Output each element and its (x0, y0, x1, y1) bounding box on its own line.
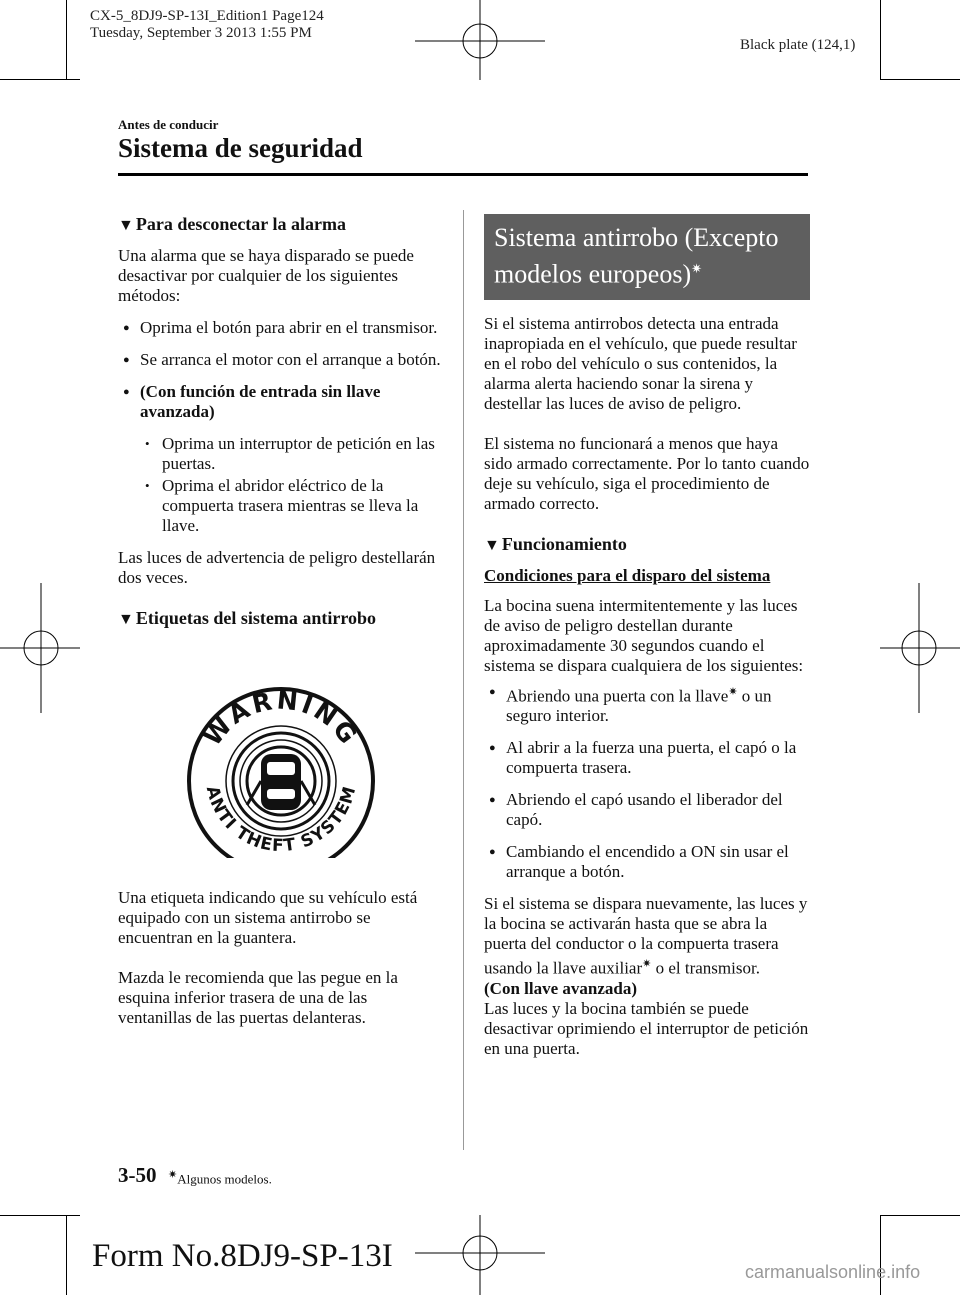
warning-label-image (118, 658, 443, 858)
paragraph: Las luces de advertencia de peligro destellarán dos veces. (118, 548, 436, 587)
triangle-icon: ▼ (484, 536, 500, 554)
label-bottom-text: ANTI THEFT SYSTEM (201, 783, 361, 857)
list-item: ● (Con función de entrada sin llave avanzada) (118, 382, 443, 422)
column-divider (463, 210, 464, 1150)
section-title: Sistema de seguridad (118, 133, 363, 163)
paragraph: Mazda le recomienda que las pegue en la esquina inferior trasera de una de las ventanillas de las puertas delanteras. (118, 968, 398, 1027)
crop-mark (0, 79, 80, 80)
watermark: carmanualsonline.info (745, 1262, 921, 1282)
heading-disconnect-alarm: ▼ Para desconectar la alarma (118, 214, 346, 234)
label-top-text: WARNING (197, 685, 365, 752)
star-icon: ✷ (728, 685, 738, 698)
header-rule (118, 173, 808, 176)
star-icon: ✷ (168, 1169, 178, 1181)
list-item: ● Se arranca el motor con el arranque a botón. (118, 350, 443, 370)
crop-mark (880, 1215, 960, 1216)
crop-mark (66, 0, 67, 80)
star-icon: ✷ (691, 261, 703, 276)
section-label: Antes de conducir (118, 117, 219, 132)
registration-mark-bottom (415, 1215, 545, 1295)
registration-mark-top (415, 0, 545, 80)
heading-operation: ▼ Funcionamiento (484, 533, 627, 554)
list-item: ● Oprima el botón para abrir en el transmisor. (118, 318, 443, 338)
list-item: ● Al abrir a la fuerza una puerta, el capó o la compuerta trasera. (484, 738, 810, 778)
crop-mark (880, 1215, 881, 1295)
warning-seal (118, 658, 443, 858)
sub-list-item: • Oprima el abridor eléctrico de la compuerta trasera mientras se lleva la llave. (118, 476, 443, 536)
section-banner: Sistema antirrobo (Excepto modelos europeos)✷ (484, 214, 810, 300)
print-timestamp: Tuesday, September 3 2013 1:55 PM (90, 25, 312, 41)
print-doc-id: CX-5_8DJ9-SP-13I_Edition1 Page124 (90, 8, 324, 24)
paragraph: Si el sistema antirrobos detecta una entrada inapropiada en el vehículo, que puede resultar en el robo del vehículo o sus contenidos, la alarma alerta haciendo sonar la sirena y destellar las luces de aviso de peligro. (484, 313, 797, 413)
star-icon: ✷ (642, 958, 652, 971)
triangle-icon: ▼ (118, 611, 134, 628)
paragraph: El sistema no funcionará a menos que haya sido armado correctamente. Por lo tanto cuando deje su vehículo, siga el procedimiento de armado correcto. (484, 433, 810, 513)
list-item: ● Cambiando el encendido a ON sin usar el arranque a botón. (484, 842, 810, 882)
left-column (118, 214, 443, 1040)
paragraph: Las luces y la bocina también se puede desactivar oprimiendo el interruptor de petición en una puerta. (484, 998, 809, 1058)
registration-mark-left (0, 583, 80, 713)
form-number: Form No.8DJ9-SP-13I (92, 1238, 393, 1274)
crop-mark (66, 1215, 67, 1295)
triangle-icon: ▼ (118, 217, 134, 234)
paragraph: La bocina suena intermitentemente y las luces de aviso de peligro destellan durante aproximadamente 30 segundos cuando el sistema se dispara cualquiera de los siguientes: (484, 595, 804, 675)
crop-mark (0, 1215, 80, 1216)
sub-heading: Condiciones para el disparo del sistema (484, 565, 771, 585)
crop-mark (880, 79, 960, 80)
right-column (484, 214, 810, 1071)
footnote: ✷Algunos modelos. (168, 1169, 272, 1187)
paragraph: Una alarma que se haya disparado se puede desactivar por cualquier de los siguientes métodos: (118, 246, 414, 305)
heading-antitheft-labels: ▼ Etiquetas del sistema antirrobo (118, 608, 377, 628)
registration-mark-right (880, 583, 960, 713)
sub-list-item: • Oprima un interruptor de petición en las puertas. (118, 434, 443, 474)
crop-mark (880, 0, 881, 80)
list-item: ● Abriendo una puerta con la llave✷ o un seguro interior. (484, 682, 810, 727)
page-number: 3-50 (118, 1163, 157, 1187)
list-item: ● Abriendo el capó usando el liberador del capó. (484, 790, 810, 830)
advanced-key-heading: (Con llave avanzada) (484, 978, 637, 998)
paragraph: Si el sistema se dispara nuevamente, las luces y la bocina se activarán hasta que se abra la puerta del conductor o la compuerta trasera usando la llave auxiliar✷ o el transmisor. (484, 894, 808, 978)
paragraph: Una etiqueta indicando que su vehículo está equipado con un sistema antirrobo se encuentran en la guantera. (118, 888, 418, 947)
print-plate: Black plate (124,1) (740, 37, 856, 53)
